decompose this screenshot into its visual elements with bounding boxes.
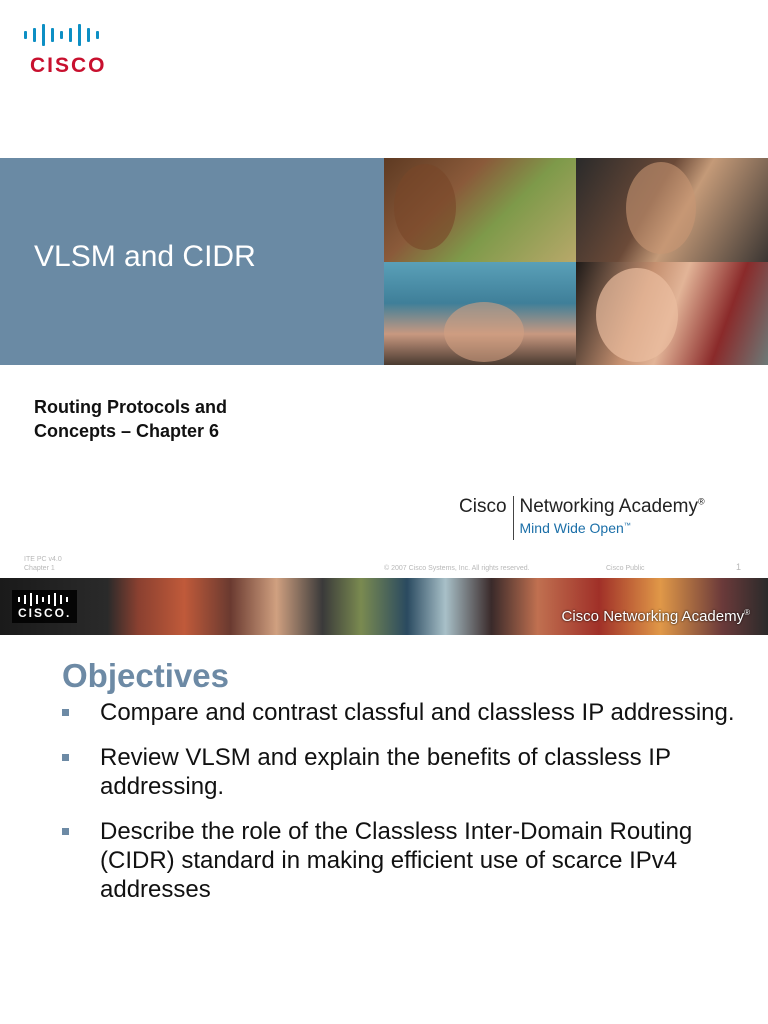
bullet-square-icon bbox=[62, 754, 69, 761]
photo-woman-smiling bbox=[576, 262, 768, 365]
subtitle-line-1: Routing Protocols and bbox=[34, 397, 227, 417]
networking-academy-logo bbox=[459, 496, 705, 540]
banner-cisco-text: CISCO. bbox=[18, 606, 72, 620]
title-band bbox=[0, 158, 384, 365]
footer-copyright: © 2007 Cisco Systems, Inc. All rights reserved. bbox=[384, 565, 530, 572]
slide-subtitle bbox=[34, 395, 334, 443]
list-item: Compare and contrast classful and classless IP addressing. bbox=[62, 698, 742, 727]
footer-chapter: Chapter 1 bbox=[24, 565, 55, 572]
objectives-list bbox=[62, 698, 742, 920]
academy-name: Networking Academy® bbox=[519, 496, 705, 517]
objectives-heading: Objectives bbox=[62, 657, 229, 694]
photo-young-man bbox=[384, 158, 576, 262]
footer-classification: Cisco Public bbox=[606, 565, 645, 572]
cisco-logo bbox=[24, 22, 120, 78]
objectives-slide bbox=[0, 578, 768, 1024]
list-item: Review VLSM and explain the benefits of classless IP addressing. bbox=[62, 743, 742, 801]
slide-title: VLSM and CIDR bbox=[34, 240, 256, 273]
photo-collage bbox=[384, 158, 768, 365]
academy-cisco-word: Cisco bbox=[459, 496, 514, 540]
footer-page-number: 1 bbox=[736, 562, 742, 572]
header-banner bbox=[0, 578, 768, 635]
bullet-square-icon bbox=[62, 709, 69, 716]
banner-academy-text: Cisco Networking Academy® bbox=[561, 608, 750, 625]
banner-cisco-logo bbox=[12, 590, 77, 623]
subtitle-line-2: Concepts – Chapter 6 bbox=[34, 421, 220, 441]
footer-course: ITE PC v4.0 bbox=[24, 556, 62, 563]
cisco-logo-text: CISCO bbox=[30, 54, 107, 77]
photo-man-smiling bbox=[576, 158, 768, 262]
list-item: Describe the role of the Classless Inter-Domain Routing (CIDR) standard in making efficient use of scarce IPv4 addresses bbox=[62, 817, 742, 904]
banner-cisco-bars-icon bbox=[18, 592, 71, 606]
bullet-square-icon bbox=[62, 828, 69, 835]
academy-tagline: Mind Wide Open™ bbox=[519, 520, 631, 536]
cisco-bars-icon bbox=[24, 22, 120, 48]
photo-hooded-smile bbox=[384, 262, 576, 365]
